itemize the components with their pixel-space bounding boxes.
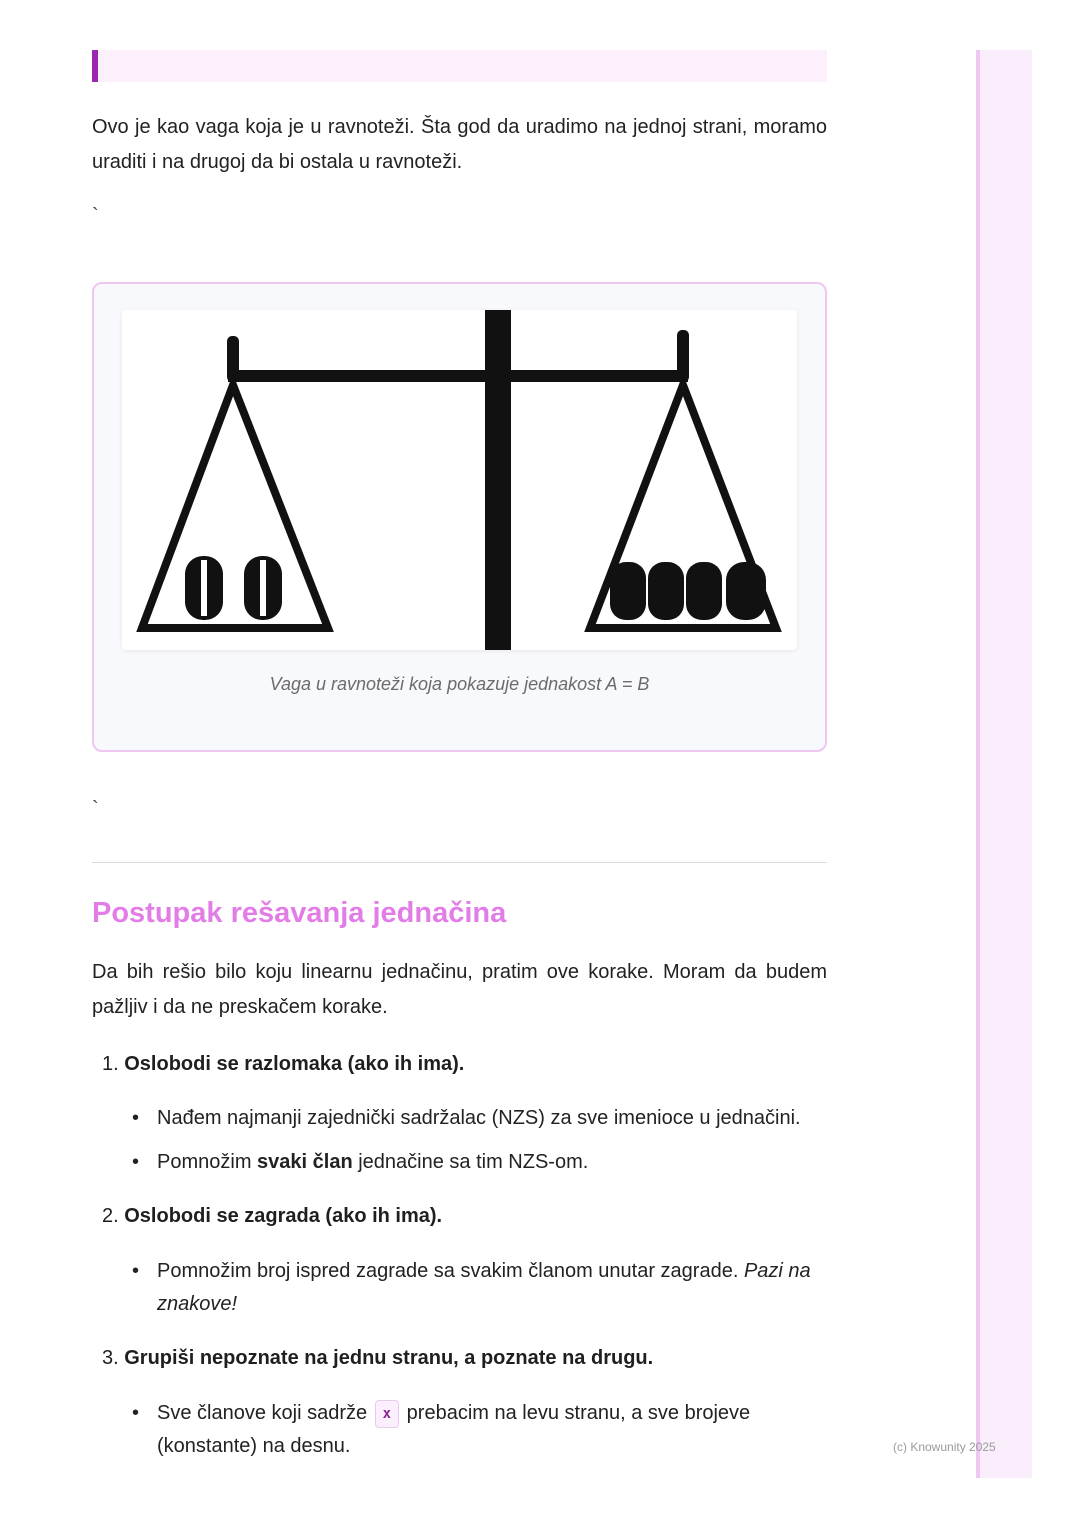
list-item — [132, 1397, 822, 1463]
stray-mark: ` — [92, 798, 99, 820]
sidebar-border — [976, 50, 980, 1478]
figure-caption: Vaga u ravnoteži koja pokazuje jednakost A = B — [269, 674, 650, 694]
callout-bar — [92, 50, 827, 82]
bullet-icon: • — [132, 1402, 140, 1424]
list-item-text: Pomnožim svaki član jednačine sa tim NZS-om. — [157, 1151, 589, 1173]
bullet-icon: • — [132, 1107, 140, 1129]
balance-scale-icon — [122, 310, 797, 650]
section-intro-paragraph: Da bih rešio bilo koju linearnu jednačinu, pratim ove korake. Moram da budem pažljiv i da ne preskačem korake. — [92, 961, 827, 1018]
list-item — [132, 1255, 822, 1321]
step-title: Oslobodi se razlomaka (ako ih ima). — [124, 1053, 465, 1075]
callout-accent — [92, 50, 98, 82]
step-title: Grupiši nepoznate na jednu stranu, a poznate na drugu. — [124, 1347, 654, 1369]
emphasis: Pazi na znakove! — [157, 1260, 811, 1315]
list-item — [132, 1146, 822, 1179]
list-item-text: Sve članove koji sadrže x prebacim na levu stranu, a sve brojeve (konstante) na desnu. — [157, 1397, 822, 1463]
copyright-text: (c) Knowunity 2025 — [893, 1440, 996, 1454]
step-number: 3. — [102, 1347, 119, 1369]
step-1 — [102, 1053, 464, 1076]
stray-mark: ` — [92, 205, 99, 227]
bullet-icon: • — [132, 1151, 140, 1173]
balance-scale-image — [122, 310, 797, 650]
step-2 — [102, 1205, 442, 1228]
emphasis: svaki član — [257, 1151, 353, 1173]
step-number: 1. — [102, 1053, 119, 1075]
right-sidebar — [976, 50, 1032, 1478]
list-item-text: Nađem najmanji zajednički sadržalac (NZS) za sve imenioce u jednačini. — [157, 1107, 801, 1129]
list-item-text: Pomnožim broj ispred zagrade sa svakim članom unutar zagrade. Pazi na znakove! — [157, 1260, 811, 1315]
step-title: Oslobodi se zagrada (ako ih ima). — [124, 1205, 443, 1227]
section-divider — [92, 862, 827, 863]
step-number: 2. — [102, 1205, 119, 1227]
inline-code: x — [375, 1400, 399, 1428]
step-3 — [102, 1347, 653, 1370]
bullet-icon: • — [132, 1260, 140, 1282]
intro-paragraph: Ovo je kao vaga koja je u ravnoteži. Šta god da uradimo na jednoj strani, moramo uraditi i na drugoj da bi ostala u ravnoteži. — [92, 116, 827, 173]
list-item — [132, 1102, 822, 1135]
section-heading: Postupak rešavanja jednačina — [92, 897, 507, 929]
